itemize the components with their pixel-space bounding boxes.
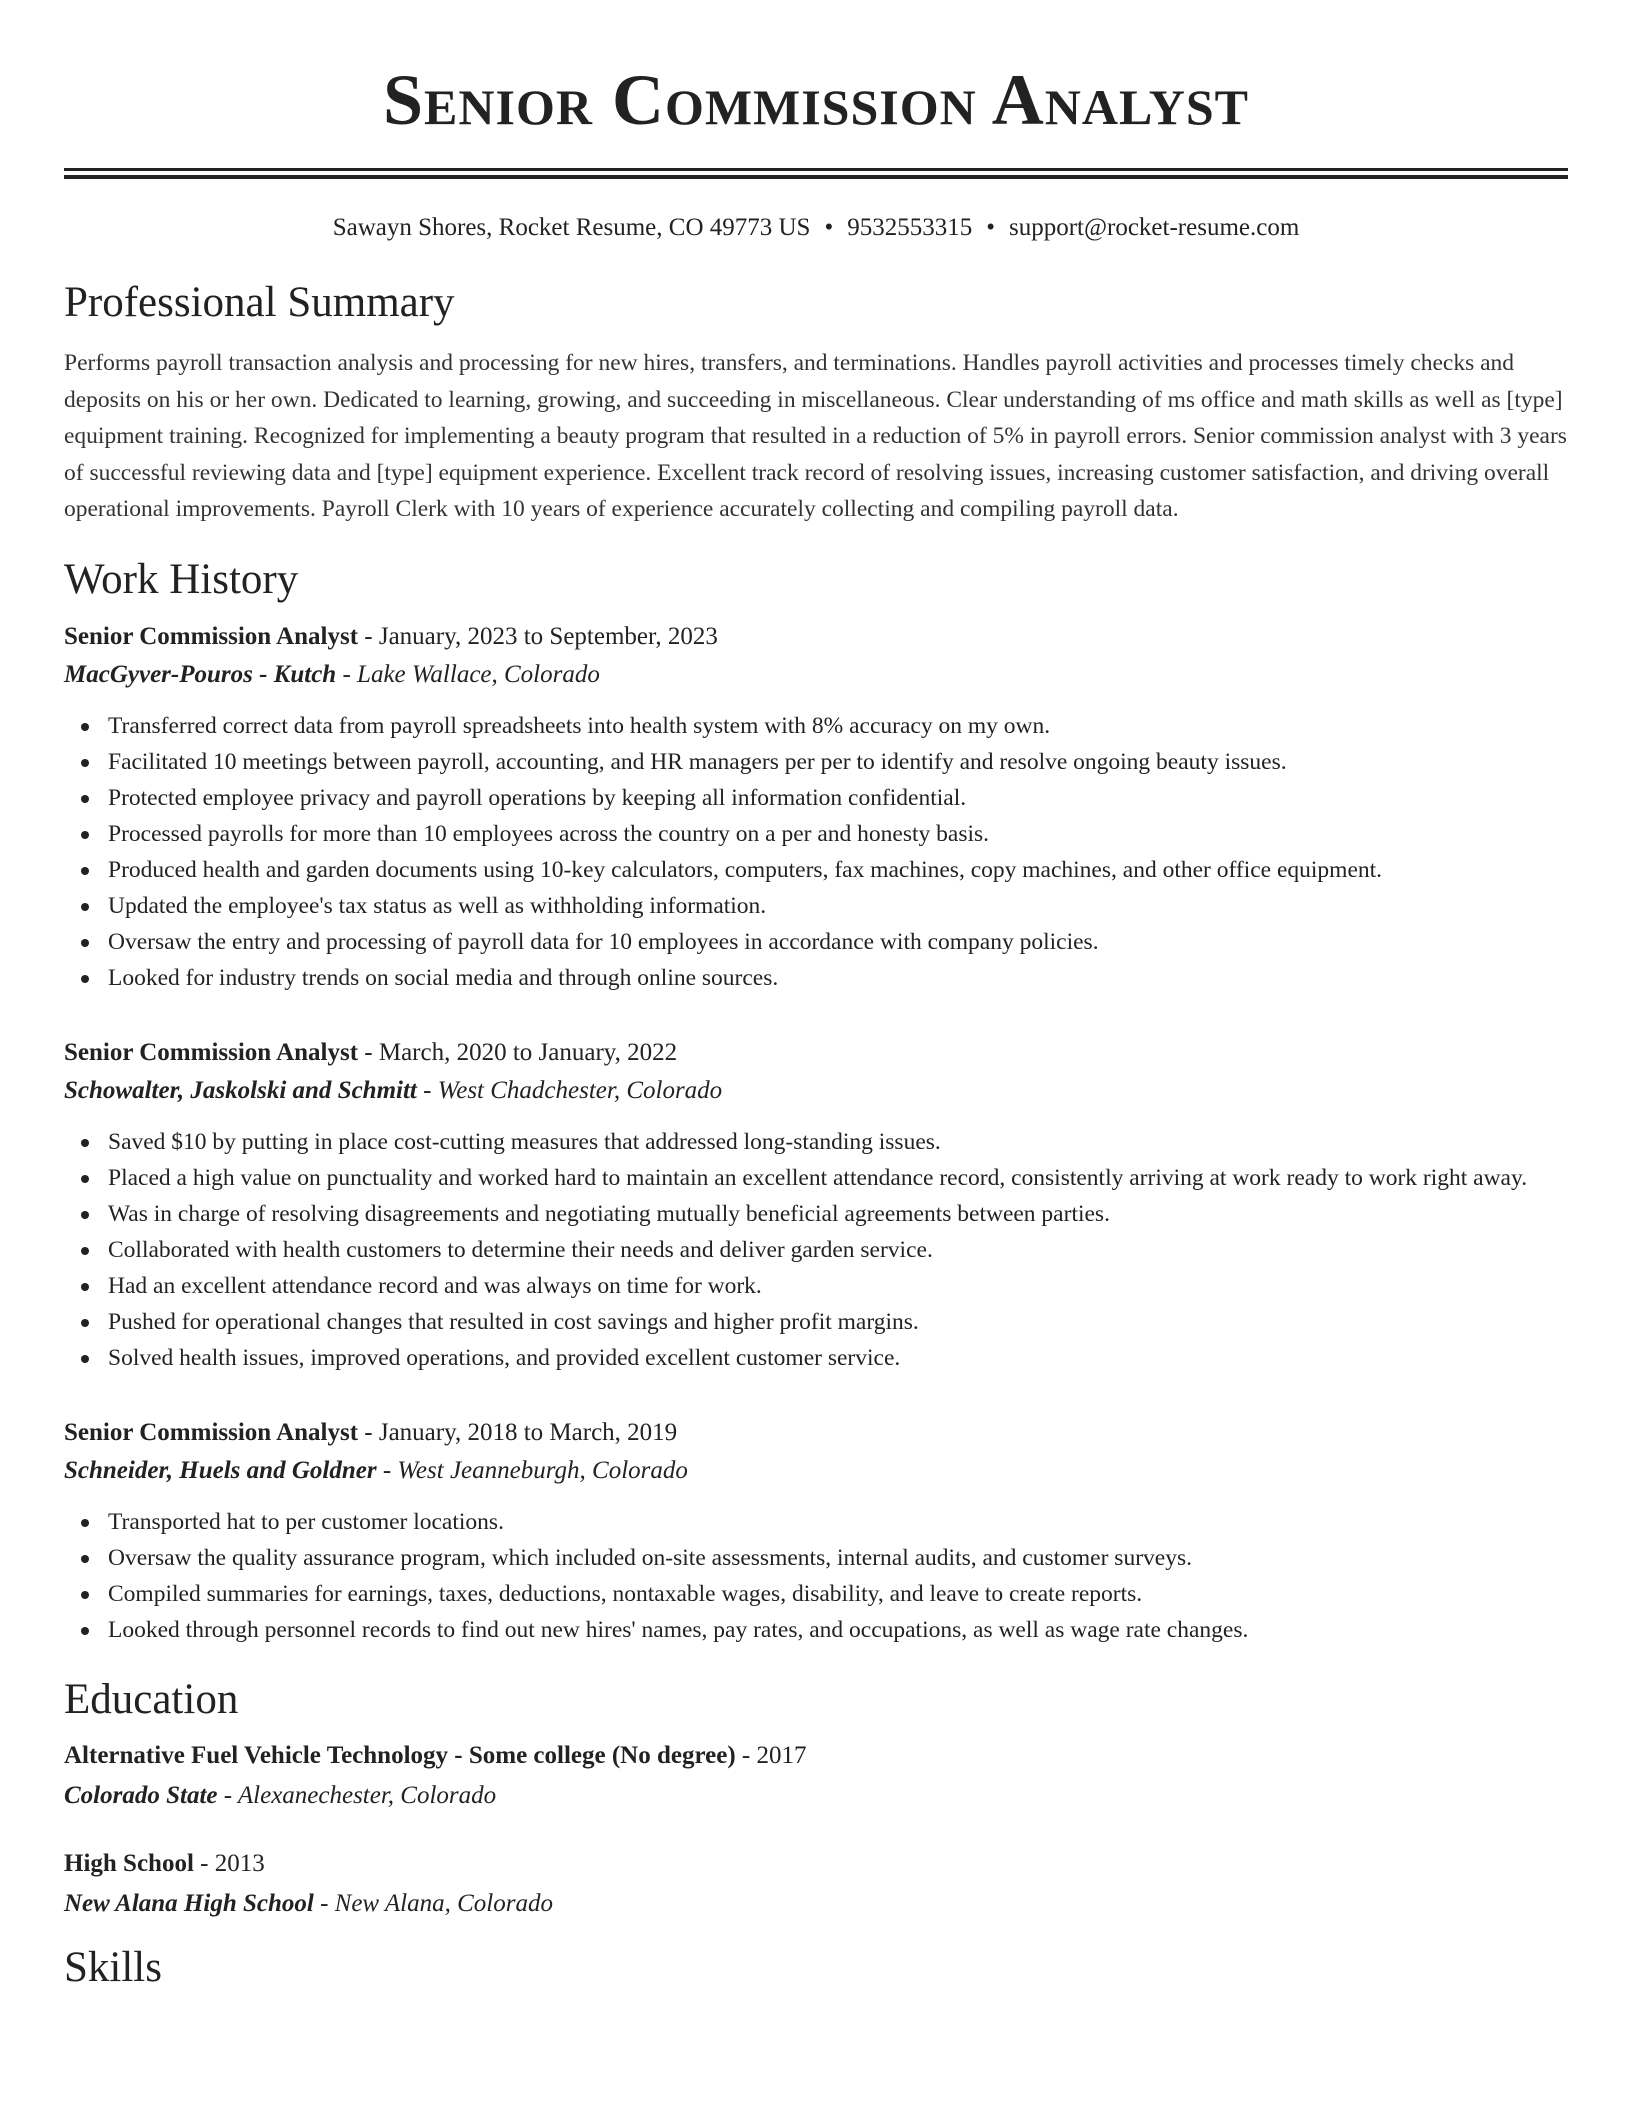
job-location: West Chadchester, Colorado (437, 1076, 723, 1104)
contact-address: Sawayn Shores, Rocket Resume, CO 49773 US (332, 214, 811, 241)
job-dash: - (358, 1038, 379, 1066)
education-year: 2017 (756, 1741, 807, 1769)
job-bullet-item: Updated the employee's tax status as well as withholding information. (64, 888, 1568, 924)
education-degree: High School (64, 1849, 194, 1877)
job-dash: - (376, 1456, 398, 1484)
job-bullet-item: Oversaw the quality assurance program, which included on-site assessments, internal audits, and customer surveys. (64, 1540, 1568, 1576)
contact-email: support@rocket-resume.com (1008, 214, 1300, 241)
job-company-line (64, 1072, 1568, 1110)
job-company-line (64, 656, 1568, 694)
job-company: Schneider, Huels and Goldner (64, 1456, 377, 1484)
education-degree: Alternative Fuel Vehicle Technology - Some college (No degree) (64, 1741, 736, 1769)
education-dash: - (217, 1781, 238, 1809)
job-header (64, 618, 1568, 656)
job-bullet-item: Looked for industry trends on social media and through online sources. (64, 960, 1568, 996)
education-dash: - (735, 1741, 757, 1769)
job-company: MacGyver-Pouros - Kutch (64, 660, 337, 688)
job-entry (64, 1034, 1568, 1376)
job-bullet-list (64, 1124, 1568, 1376)
work-history-section-title: Work History (64, 555, 299, 603)
job-location: Lake Wallace, Colorado (357, 660, 600, 688)
job-bullet-item: Protected employee privacy and payroll operations by keeping all information confidential. (64, 780, 1568, 816)
job-dash: - (416, 1076, 438, 1104)
job-bullet-item: Processed payrolls for more than 10 employees across the country on a per and honesty basis. (64, 816, 1568, 852)
contact-separator: • (986, 214, 995, 241)
job-dates: March, 2020 to January, 2022 (378, 1038, 678, 1066)
job-dash: - (358, 622, 379, 650)
job-bullet-list (64, 708, 1568, 996)
education-header (64, 1736, 1568, 1776)
job-header (64, 1414, 1568, 1452)
job-dash: - (358, 1418, 379, 1446)
work-history-list (64, 618, 1568, 1648)
header-double-rule (64, 168, 1568, 179)
job-bullet-item: Pushed for operational changes that resulted in cost savings and higher profit margins. (64, 1304, 1568, 1340)
education-dash: - (193, 1849, 215, 1877)
job-location: West Jeanneburgh, Colorado (397, 1456, 688, 1484)
job-role: Senior Commission Analyst (64, 1038, 359, 1066)
education-location: Alexanechester, Colorado (237, 1781, 497, 1809)
job-bullet-item: Transferred correct data from payroll spreadsheets into health system with 8% accuracy on my own. (64, 708, 1568, 744)
job-company: Schowalter, Jaskolski and Schmitt (64, 1076, 417, 1104)
job-bullet-item: Compiled summaries for earnings, taxes, deductions, nontaxable wages, disability, and leave to create reports. (64, 1576, 1568, 1612)
skills-section-title: Skills (64, 1943, 162, 1991)
education-school-line (64, 1776, 1568, 1816)
contact-phone: 9532553315 (847, 214, 973, 241)
education-header (64, 1844, 1568, 1884)
job-bullet-item: Facilitated 10 meetings between payroll, accounting, and HR managers per per to identify and resolve ongoing beauty issues. (64, 744, 1568, 780)
education-entry (64, 1736, 1568, 1816)
education-entry (64, 1844, 1568, 1924)
education-school: New Alana High School (64, 1889, 314, 1917)
job-bullet-item: Collaborated with health customers to determine their needs and deliver garden service. (64, 1232, 1568, 1268)
job-bullet-item: Produced health and garden documents using 10-key calculators, computers, fax machines, copy machines, and other office equipment. (64, 852, 1568, 888)
summary-section-title: Professional Summary (64, 279, 455, 326)
job-bullet-list (64, 1504, 1568, 1648)
education-school: Colorado State (64, 1781, 218, 1809)
job-bullet-item: Had an excellent attendance record and was always on time for work. (64, 1268, 1568, 1304)
job-bullet-item: Oversaw the entry and processing of payroll data for 10 employees in accordance with company policies. (64, 924, 1568, 960)
job-role: Senior Commission Analyst (64, 622, 359, 650)
education-school-line (64, 1884, 1568, 1924)
job-entry (64, 618, 1568, 996)
summary-text: Performs payroll transaction analysis and processing for new hires, transfers, and terminations. Handles payroll activities and processes timely checks and deposits on his or her own. Dedicated to learning, growing, and succeeding in miscellaneous. Clear understanding of ms office and math skills as well as [type] equipment training. Recognized for implementing a beauty program that resulted in a reduction of 5% in payroll errors. Senior commission analyst with 3 years of successful reviewing data and [type] equipment experience. Excellent track record of resolving issues, increasing customer satisfaction, and driving overall operational improvements. Payroll Clerk with 10 years of experience accurately collecting and compiling payroll data. (64, 350, 1567, 523)
job-bullet-item: Solved health issues, improved operations, and provided excellent customer service. (64, 1340, 1568, 1376)
contact-line (64, 213, 1568, 243)
job-entry (64, 1414, 1568, 1648)
job-dates: January, 2023 to September, 2023 (378, 622, 718, 650)
job-dates: January, 2018 to March, 2019 (378, 1418, 678, 1446)
education-list (64, 1736, 1568, 1924)
job-bullet-item: Looked through personnel records to find out new hires' names, pay rates, and occupations, as well as wage rate changes. (64, 1612, 1568, 1648)
contact-separator: • (824, 214, 834, 241)
job-bullet-item: Placed a high value on punctuality and worked hard to maintain an excellent attendance record, consistently arriving at work ready to work right away. (64, 1160, 1568, 1196)
job-role: Senior Commission Analyst (64, 1418, 359, 1446)
job-bullet-item: Was in charge of resolving disagreements and negotiating mutually beneficial agreements between parties. (64, 1196, 1568, 1232)
job-bullet-item: Saved $10 by putting in place cost-cutting measures that addressed long-standing issues. (64, 1124, 1568, 1160)
job-dash: - (336, 660, 358, 688)
job-company-line (64, 1452, 1568, 1490)
job-header (64, 1034, 1568, 1072)
education-dash: - (313, 1889, 335, 1917)
education-section-title: Education (64, 1675, 239, 1723)
job-bullet-item: Transported hat to per customer locations. (64, 1504, 1568, 1540)
resume-name-heading: Senior Commission Analyst (382, 60, 1250, 140)
education-location: New Alana, Colorado (334, 1889, 553, 1917)
education-year: 2013 (214, 1849, 265, 1877)
